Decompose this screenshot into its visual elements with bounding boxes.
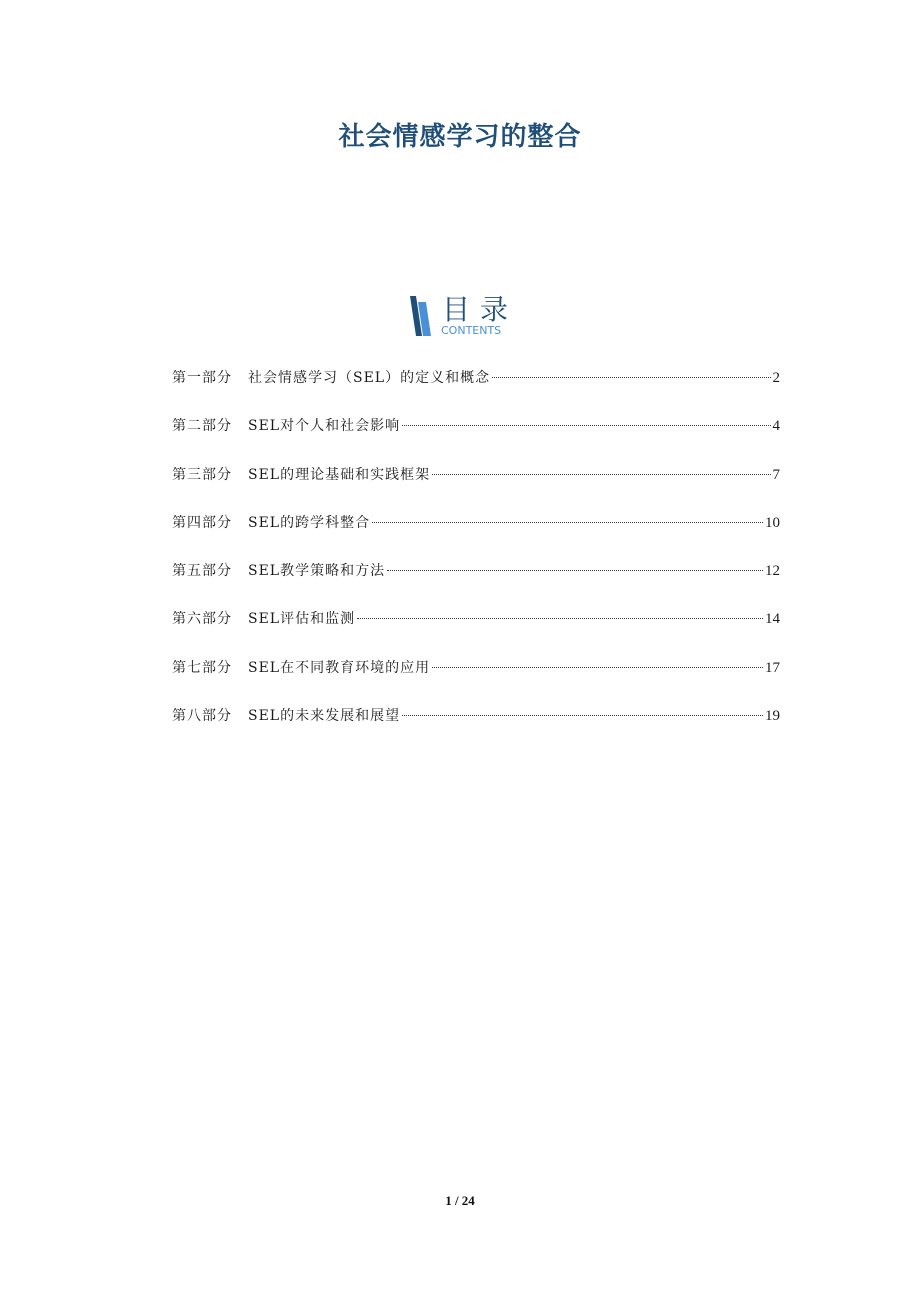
toc-entry-title: SEL的跨学科整合 — [248, 514, 371, 531]
toc-page-number: 7 — [772, 466, 780, 483]
toc-heading-en: CONTENTS — [441, 324, 502, 337]
toc-part-label: 第四部分 — [172, 514, 232, 531]
toc-header — [408, 294, 528, 340]
toc-entry-title: SEL对个人和社会影响 — [248, 418, 401, 435]
toc-dot-leader — [357, 618, 763, 619]
toc-dot-leader — [387, 570, 763, 571]
toc-part-label: 第七部分 — [172, 659, 232, 676]
toc-dot-leader — [492, 377, 770, 378]
toc-page-number: 14 — [765, 611, 780, 628]
toc-dot-leader — [432, 474, 770, 475]
toc-dot-leader — [402, 425, 770, 426]
toc-entry[interactable] — [172, 656, 780, 680]
toc-part-label: 第五部分 — [172, 563, 232, 580]
toc-part-label: 第六部分 — [172, 611, 232, 628]
toc-part-label: 第八部分 — [172, 708, 232, 725]
toc-entry[interactable] — [172, 704, 780, 728]
toc-heading: 目录 — [442, 293, 519, 326]
toc-dot-leader — [372, 522, 763, 523]
toc-entry-title: SEL教学策略和方法 — [248, 563, 386, 580]
toc-logo-icon — [408, 294, 436, 338]
toc-entry-title: SEL的未来发展和展望 — [248, 708, 401, 725]
toc-entry[interactable] — [172, 511, 780, 535]
toc-dot-leader — [402, 715, 763, 716]
toc-entry-title: SEL的理论基础和实践框架 — [248, 466, 431, 483]
toc-entry[interactable] — [172, 607, 780, 631]
toc-entry[interactable] — [172, 559, 780, 583]
toc-part-label: 第一部分 — [172, 370, 232, 386]
toc-entry[interactable] — [172, 414, 780, 438]
toc-entry-title: SEL评估和监测 — [248, 611, 356, 628]
toc-entry-title: SEL在不同教育环境的应用 — [248, 659, 431, 676]
toc-page-number: 2 — [772, 370, 780, 386]
toc-list — [172, 366, 780, 752]
toc-page-number: 10 — [765, 514, 780, 531]
toc-page-number: 4 — [772, 418, 780, 435]
toc-page-number: 17 — [765, 659, 780, 676]
toc-dot-leader — [432, 667, 763, 668]
toc-entry[interactable] — [172, 366, 780, 390]
toc-page-number: 12 — [765, 563, 780, 580]
toc-page-number: 19 — [765, 708, 780, 725]
toc-entry-title: 社会情感学习（SEL）的定义和概念 — [248, 370, 491, 386]
page-indicator: 1 / 24 — [445, 1193, 475, 1208]
toc-entry[interactable] — [172, 463, 780, 487]
toc-part-label: 第三部分 — [172, 466, 232, 483]
toc-part-label: 第二部分 — [172, 418, 232, 435]
document-title: 社会情感学习的整合 — [338, 122, 582, 152]
